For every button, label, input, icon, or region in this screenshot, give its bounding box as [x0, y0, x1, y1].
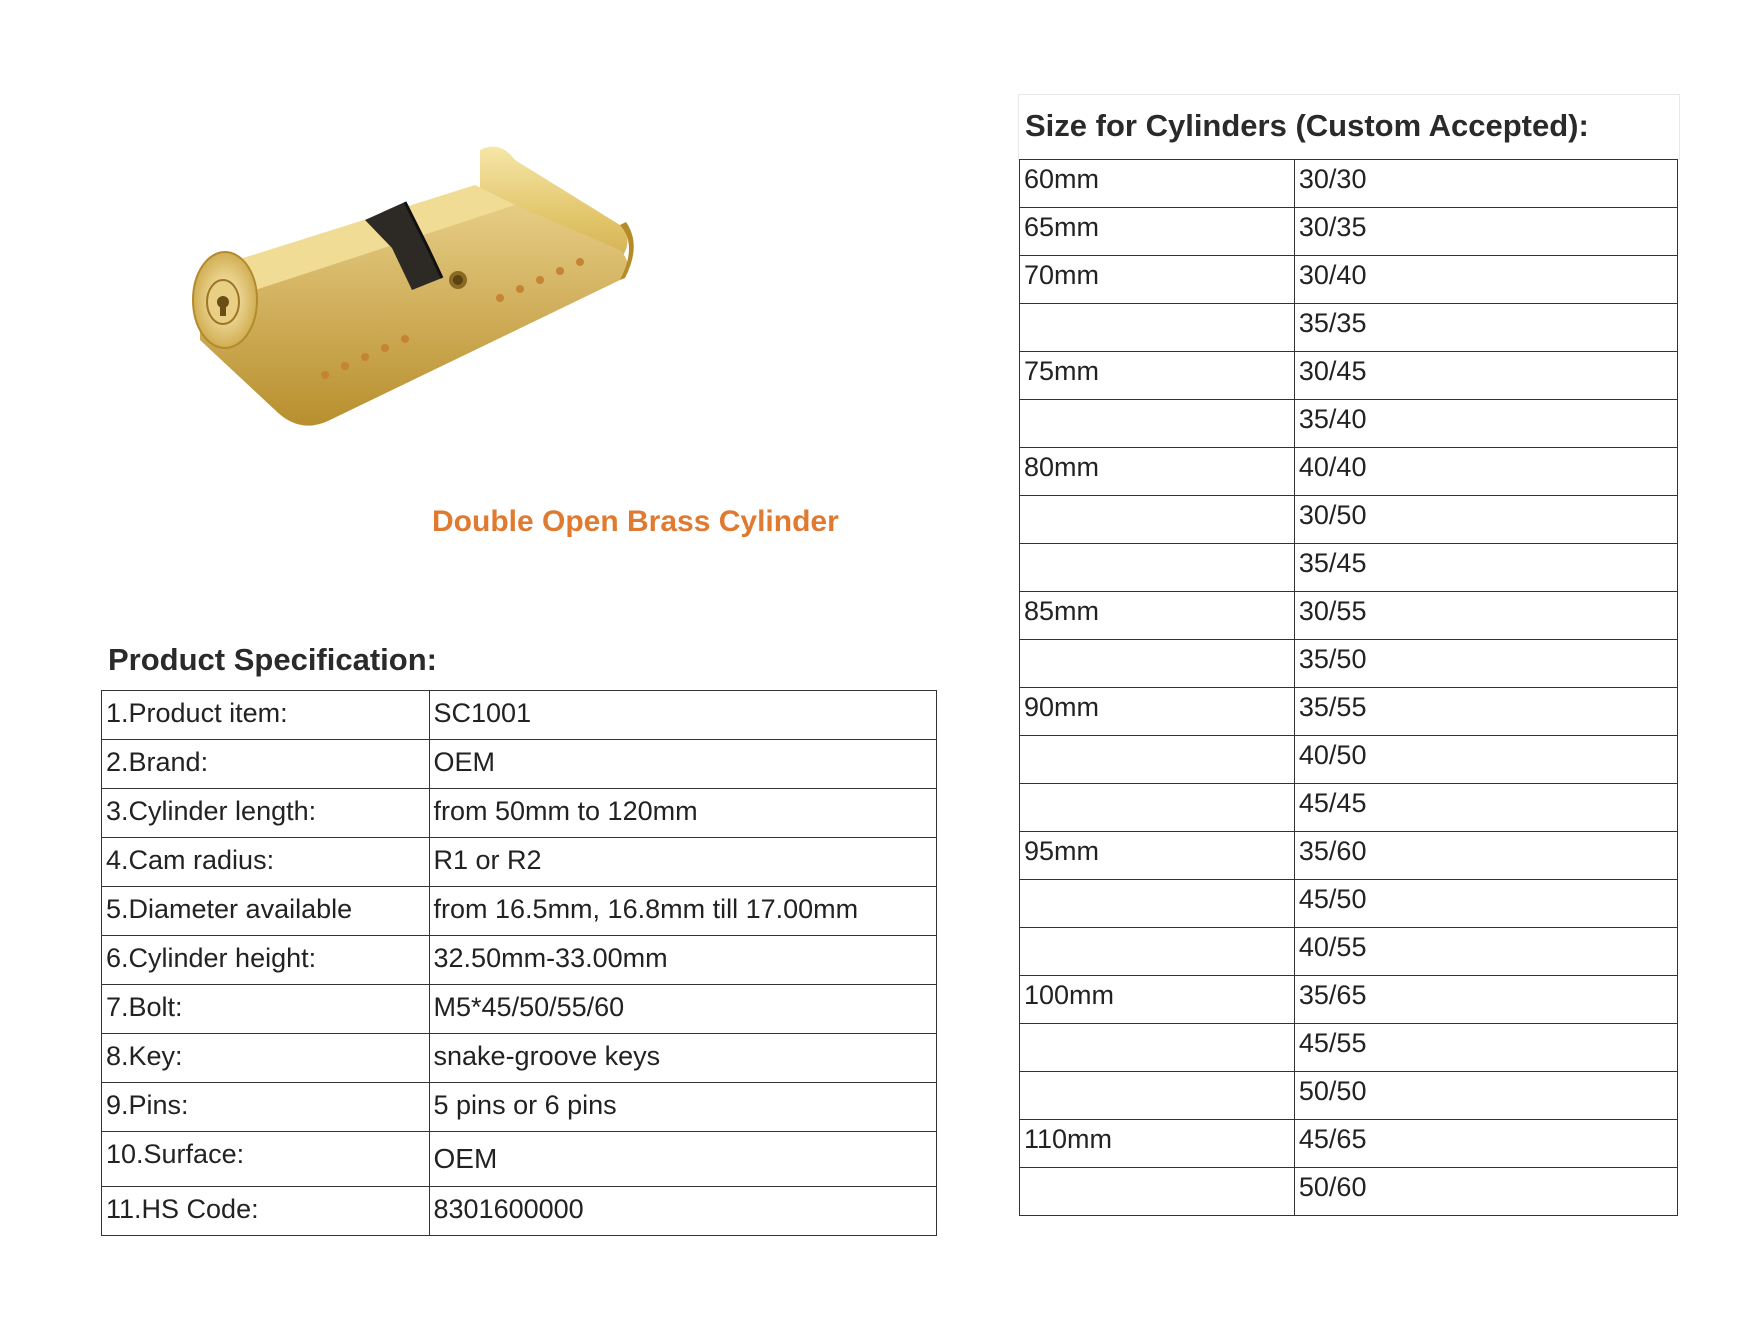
table-row [102, 1083, 937, 1132]
table-row [1020, 688, 1678, 736]
spec-label: 7.Bolt: [102, 985, 430, 1034]
size-split: 35/65 [1294, 976, 1677, 1024]
size-split: 40/55 [1294, 928, 1677, 976]
size-length [1020, 400, 1295, 448]
size-length: 85mm [1020, 592, 1295, 640]
table-row [1020, 496, 1678, 544]
spec-label: 3.Cylinder length: [102, 789, 430, 838]
spec-table [101, 690, 937, 1236]
spec-label: 6.Cylinder height: [102, 936, 430, 985]
table-row [102, 936, 937, 985]
size-split: 35/40 [1294, 400, 1677, 448]
spec-label: 8.Key: [102, 1034, 430, 1083]
size-length: 80mm [1020, 448, 1295, 496]
table-row [1020, 1168, 1678, 1216]
table-row [1020, 784, 1678, 832]
size-split: 50/50 [1294, 1072, 1677, 1120]
size-split: 35/60 [1294, 832, 1677, 880]
table-row [1020, 400, 1678, 448]
size-length [1020, 496, 1295, 544]
table-row [1020, 1120, 1678, 1168]
table-row [1020, 544, 1678, 592]
spec-label: 10.Surface: [102, 1132, 430, 1187]
size-split: 30/35 [1294, 208, 1677, 256]
size-split: 30/30 [1294, 160, 1677, 208]
size-length: 75mm [1020, 352, 1295, 400]
table-row [102, 789, 937, 838]
spec-value: M5*45/50/55/60 [429, 985, 936, 1034]
spec-value: 8301600000 [429, 1187, 936, 1236]
size-length [1020, 1072, 1295, 1120]
size-length [1020, 928, 1295, 976]
table-row [1020, 208, 1678, 256]
size-length [1020, 736, 1295, 784]
table-row [1020, 640, 1678, 688]
spec-value: snake-groove keys [429, 1034, 936, 1083]
table-row [1020, 880, 1678, 928]
spec-label: 9.Pins: [102, 1083, 430, 1132]
table-row [1020, 352, 1678, 400]
table-row [1020, 1024, 1678, 1072]
spec-label: 5.Diameter available [102, 887, 430, 936]
table-row [1020, 160, 1678, 208]
table-row [102, 691, 937, 740]
spec-value: from 50mm to 120mm [429, 789, 936, 838]
size-split: 45/55 [1294, 1024, 1677, 1072]
table-row [1020, 256, 1678, 304]
table-row [1020, 976, 1678, 1024]
product-title: Double Open Brass Cylinder [432, 505, 839, 538]
table-row [1020, 592, 1678, 640]
table-row [102, 985, 937, 1034]
size-length: 110mm [1020, 1120, 1295, 1168]
size-length: 70mm [1020, 256, 1295, 304]
size-length: 65mm [1020, 208, 1295, 256]
spec-heading: Product Specification: [108, 642, 437, 677]
size-split: 40/40 [1294, 448, 1677, 496]
size-split: 40/50 [1294, 736, 1677, 784]
size-length [1020, 544, 1295, 592]
size-length: 95mm [1020, 832, 1295, 880]
size-split: 30/45 [1294, 352, 1677, 400]
size-table [1019, 159, 1678, 1216]
size-split: 45/50 [1294, 880, 1677, 928]
size-split: 45/45 [1294, 784, 1677, 832]
size-length [1020, 1168, 1295, 1216]
spec-value: 5 pins or 6 pins [429, 1083, 936, 1132]
size-length [1020, 784, 1295, 832]
size-length [1020, 880, 1295, 928]
size-split: 45/65 [1294, 1120, 1677, 1168]
size-split: 35/45 [1294, 544, 1677, 592]
spec-value: OEM [429, 740, 936, 789]
brass-cylinder-lock-icon [180, 130, 640, 450]
table-row [1020, 832, 1678, 880]
spec-value: SC1001 [429, 691, 936, 740]
size-length [1020, 640, 1295, 688]
size-length: 100mm [1020, 976, 1295, 1024]
spec-label: 1.Product item: [102, 691, 430, 740]
size-split: 30/40 [1294, 256, 1677, 304]
table-row [102, 1132, 937, 1187]
spec-label: 11.HS Code: [102, 1187, 430, 1236]
table-row [1020, 448, 1678, 496]
size-length: 60mm [1020, 160, 1295, 208]
table-row [102, 887, 937, 936]
table-row [1020, 736, 1678, 784]
spec-value: 32.50mm-33.00mm [429, 936, 936, 985]
size-length [1020, 304, 1295, 352]
size-length: 90mm [1020, 688, 1295, 736]
table-row [102, 740, 937, 789]
spec-value: OEM [429, 1132, 936, 1187]
spec-label: 2.Brand: [102, 740, 430, 789]
size-length [1020, 1024, 1295, 1072]
size-split: 35/50 [1294, 640, 1677, 688]
table-row [1020, 928, 1678, 976]
spec-value: R1 or R2 [429, 838, 936, 887]
size-split: 30/55 [1294, 592, 1677, 640]
size-split: 35/35 [1294, 304, 1677, 352]
table-row [1020, 1072, 1678, 1120]
spec-label: 4.Cam radius: [102, 838, 430, 887]
table-row [102, 1034, 937, 1083]
size-split: 50/60 [1294, 1168, 1677, 1216]
table-row [1020, 304, 1678, 352]
table-row [102, 838, 937, 887]
size-split: 30/50 [1294, 496, 1677, 544]
table-row [102, 1187, 937, 1236]
size-split: 35/55 [1294, 688, 1677, 736]
product-image [180, 130, 640, 450]
spec-value: from 16.5mm, 16.8mm till 17.00mm [429, 887, 936, 936]
size-heading: Size for Cylinders (Custom Accepted): [1025, 108, 1589, 143]
